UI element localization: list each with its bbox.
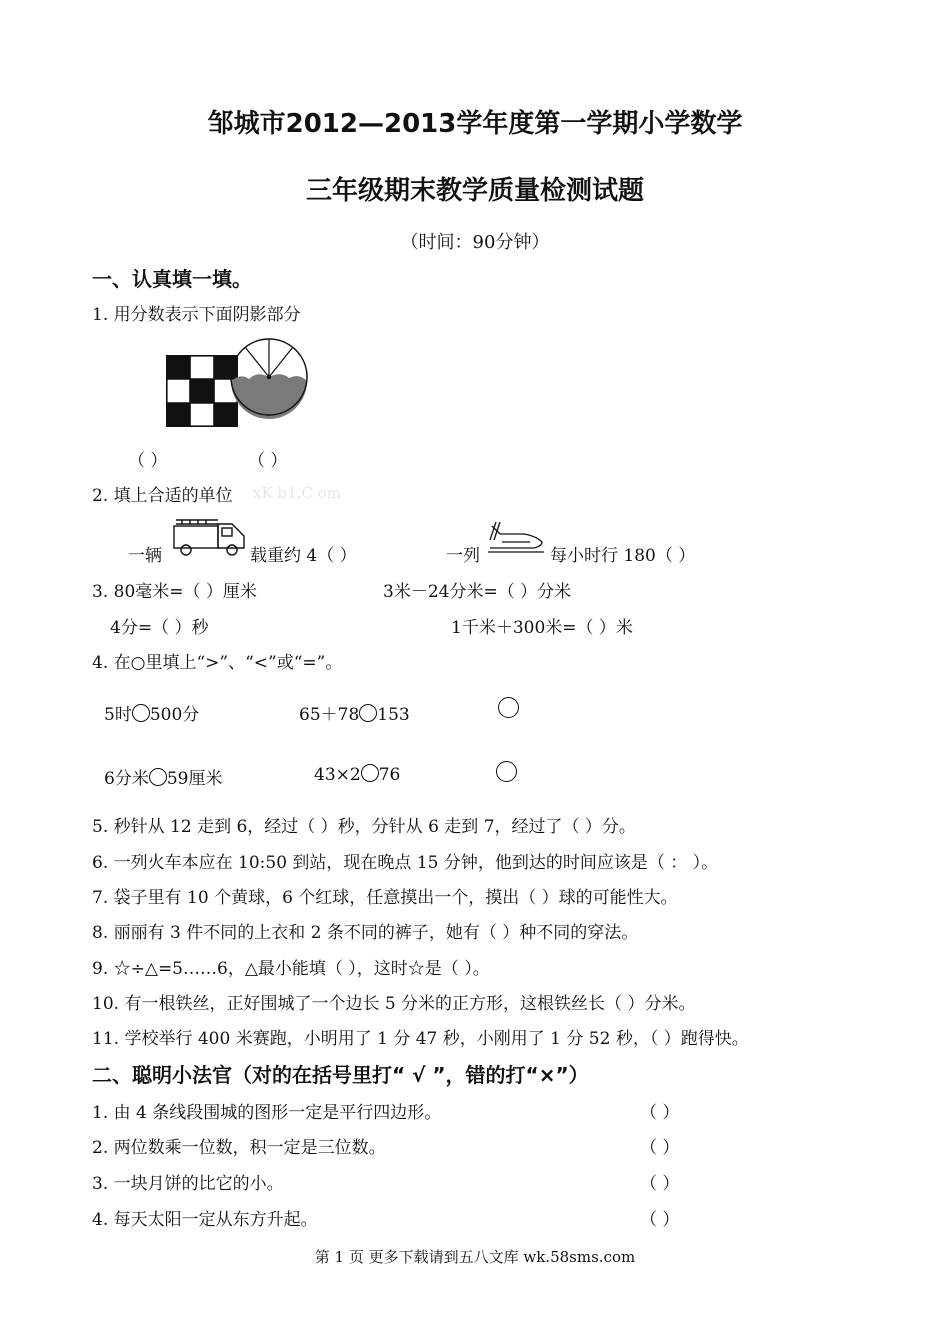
watermark: xK b1.C om [253, 484, 341, 502]
judge-item: 2. 两位数乘一位数，积一定是三位数。 [92, 1138, 386, 1158]
q3-d: 1千米＋300米=（ ）米 [451, 618, 633, 638]
q4-r2b-left: 43×2 [314, 765, 361, 785]
page-title-line1: 邹城市2012—2013学年度第一学期小学数学 [207, 109, 743, 139]
checkerboard-figure [166, 355, 238, 427]
q4-r1a-right: 500分 [149, 705, 200, 725]
q3-a: 3. 80毫米=（ ）厘米 [92, 582, 257, 602]
q4-row1-b [299, 700, 410, 725]
q4-row1-c [498, 697, 519, 720]
shaded-cell [166, 355, 190, 379]
q3-b: 3米－24分米=（ ）分米 [383, 582, 572, 602]
q2-truck-pre: 一辆 [128, 546, 162, 566]
q1-answer-right[interactable]: （ ） [248, 451, 288, 471]
page-title-line2: 三年级期末教学质量检测试题 [305, 176, 644, 206]
question-1: 1. 用分数表示下面阴影部分 [92, 305, 301, 325]
train-icon [486, 518, 546, 558]
question-5: 5. 秒针从 12 走到 6，经过（ ）秒，分针从 6 走到 7，经过了（ ）分。 [92, 817, 636, 837]
judge-item: 4. 每天太阳一定从东方升起。 [92, 1210, 318, 1230]
judge-answer[interactable]: （ ） [640, 1103, 680, 1123]
q4-r2a-right: 59厘米 [166, 769, 223, 789]
shaded-cell [166, 403, 190, 427]
q2-train-pre: 一列 [446, 546, 480, 566]
q4-r1a-left: 5时 [104, 705, 132, 725]
q4-r1b-left: 65＋78 [299, 705, 360, 725]
question-9: 9. ☆÷△=5……6，△最小能填（ ），这时☆是（ ）。 [92, 959, 490, 979]
judge-item: 3. 一块月饼的比它的小。 [92, 1174, 284, 1194]
compare-circle[interactable] [359, 704, 377, 722]
q4-r2a-left: 6分米 [104, 769, 149, 789]
q2-train-post: 每小时行 180（ ） [550, 546, 696, 566]
q4-row2-c [496, 761, 517, 784]
question-11: 11. 学校举行 400 米赛跑，小明用了 1 分 47 秒，小刚用了 1 分 52 秒，（ ）跑得快。 [92, 1029, 749, 1049]
compare-circle[interactable] [498, 697, 519, 718]
q4-r1b-right: 153 [377, 705, 410, 725]
question-2: 2. 填上合适的单位 [92, 486, 233, 506]
question-8: 8. 丽丽有 3 件不同的上衣和 2 条不同的裤子，她有（ ）种不同的穿法。 [92, 923, 639, 943]
q4-r2b-right: 76 [378, 765, 401, 785]
page-footer: 第 1 页 更多下载请到五八文库 wk.58sms.com [314, 1248, 636, 1266]
question-7: 7. 袋子里有 10 个黄球，6 个红球，任意摸出一个，摸出（ ）球的可能性大。 [92, 888, 678, 908]
fire-truck-icon [170, 514, 248, 558]
judge-answer[interactable]: （ ） [640, 1174, 680, 1194]
compare-circle[interactable] [496, 761, 517, 782]
q3-c: 4分=（ ）秒 [110, 618, 209, 638]
judge-answer[interactable]: （ ） [640, 1138, 680, 1158]
judge-item: 1. 由 4 条线段围城的图形一定是平行四边形。 [92, 1103, 442, 1123]
q4-row2-b [314, 764, 400, 785]
q4-row2-a [104, 764, 222, 789]
section2-heading: 二、聪明小法官（对的在括号里打“ √ ”，错的打“×”） [92, 1063, 589, 1087]
compare-circle[interactable] [361, 764, 379, 782]
judge-answer[interactable]: （ ） [640, 1210, 680, 1230]
q2-truck-post: 载重约 4（ ） [250, 546, 357, 566]
shaded-cell [190, 379, 214, 403]
shaded-circle-figure [229, 333, 309, 439]
q4-row1-a [104, 700, 199, 725]
compare-circle[interactable] [149, 768, 167, 786]
time-note: （时间：90分钟） [400, 232, 550, 253]
compare-circle[interactable] [132, 704, 150, 722]
question-4: 4. 在○里填上“>”、“<”或“=”。 [92, 653, 343, 673]
question-10: 10. 有一根铁丝，正好围城了一个边长 5 分米的正方形，这根铁丝长（ ）分米。 [92, 994, 696, 1014]
section1-heading: 一、认真填一填。 [92, 267, 252, 291]
q1-answer-left[interactable]: （ ） [128, 451, 168, 471]
question-6: 6. 一列火车本应在 10:50 到站，现在晚点 15 分钟，他到达的时间应该是（ ： ）。 [92, 853, 719, 873]
